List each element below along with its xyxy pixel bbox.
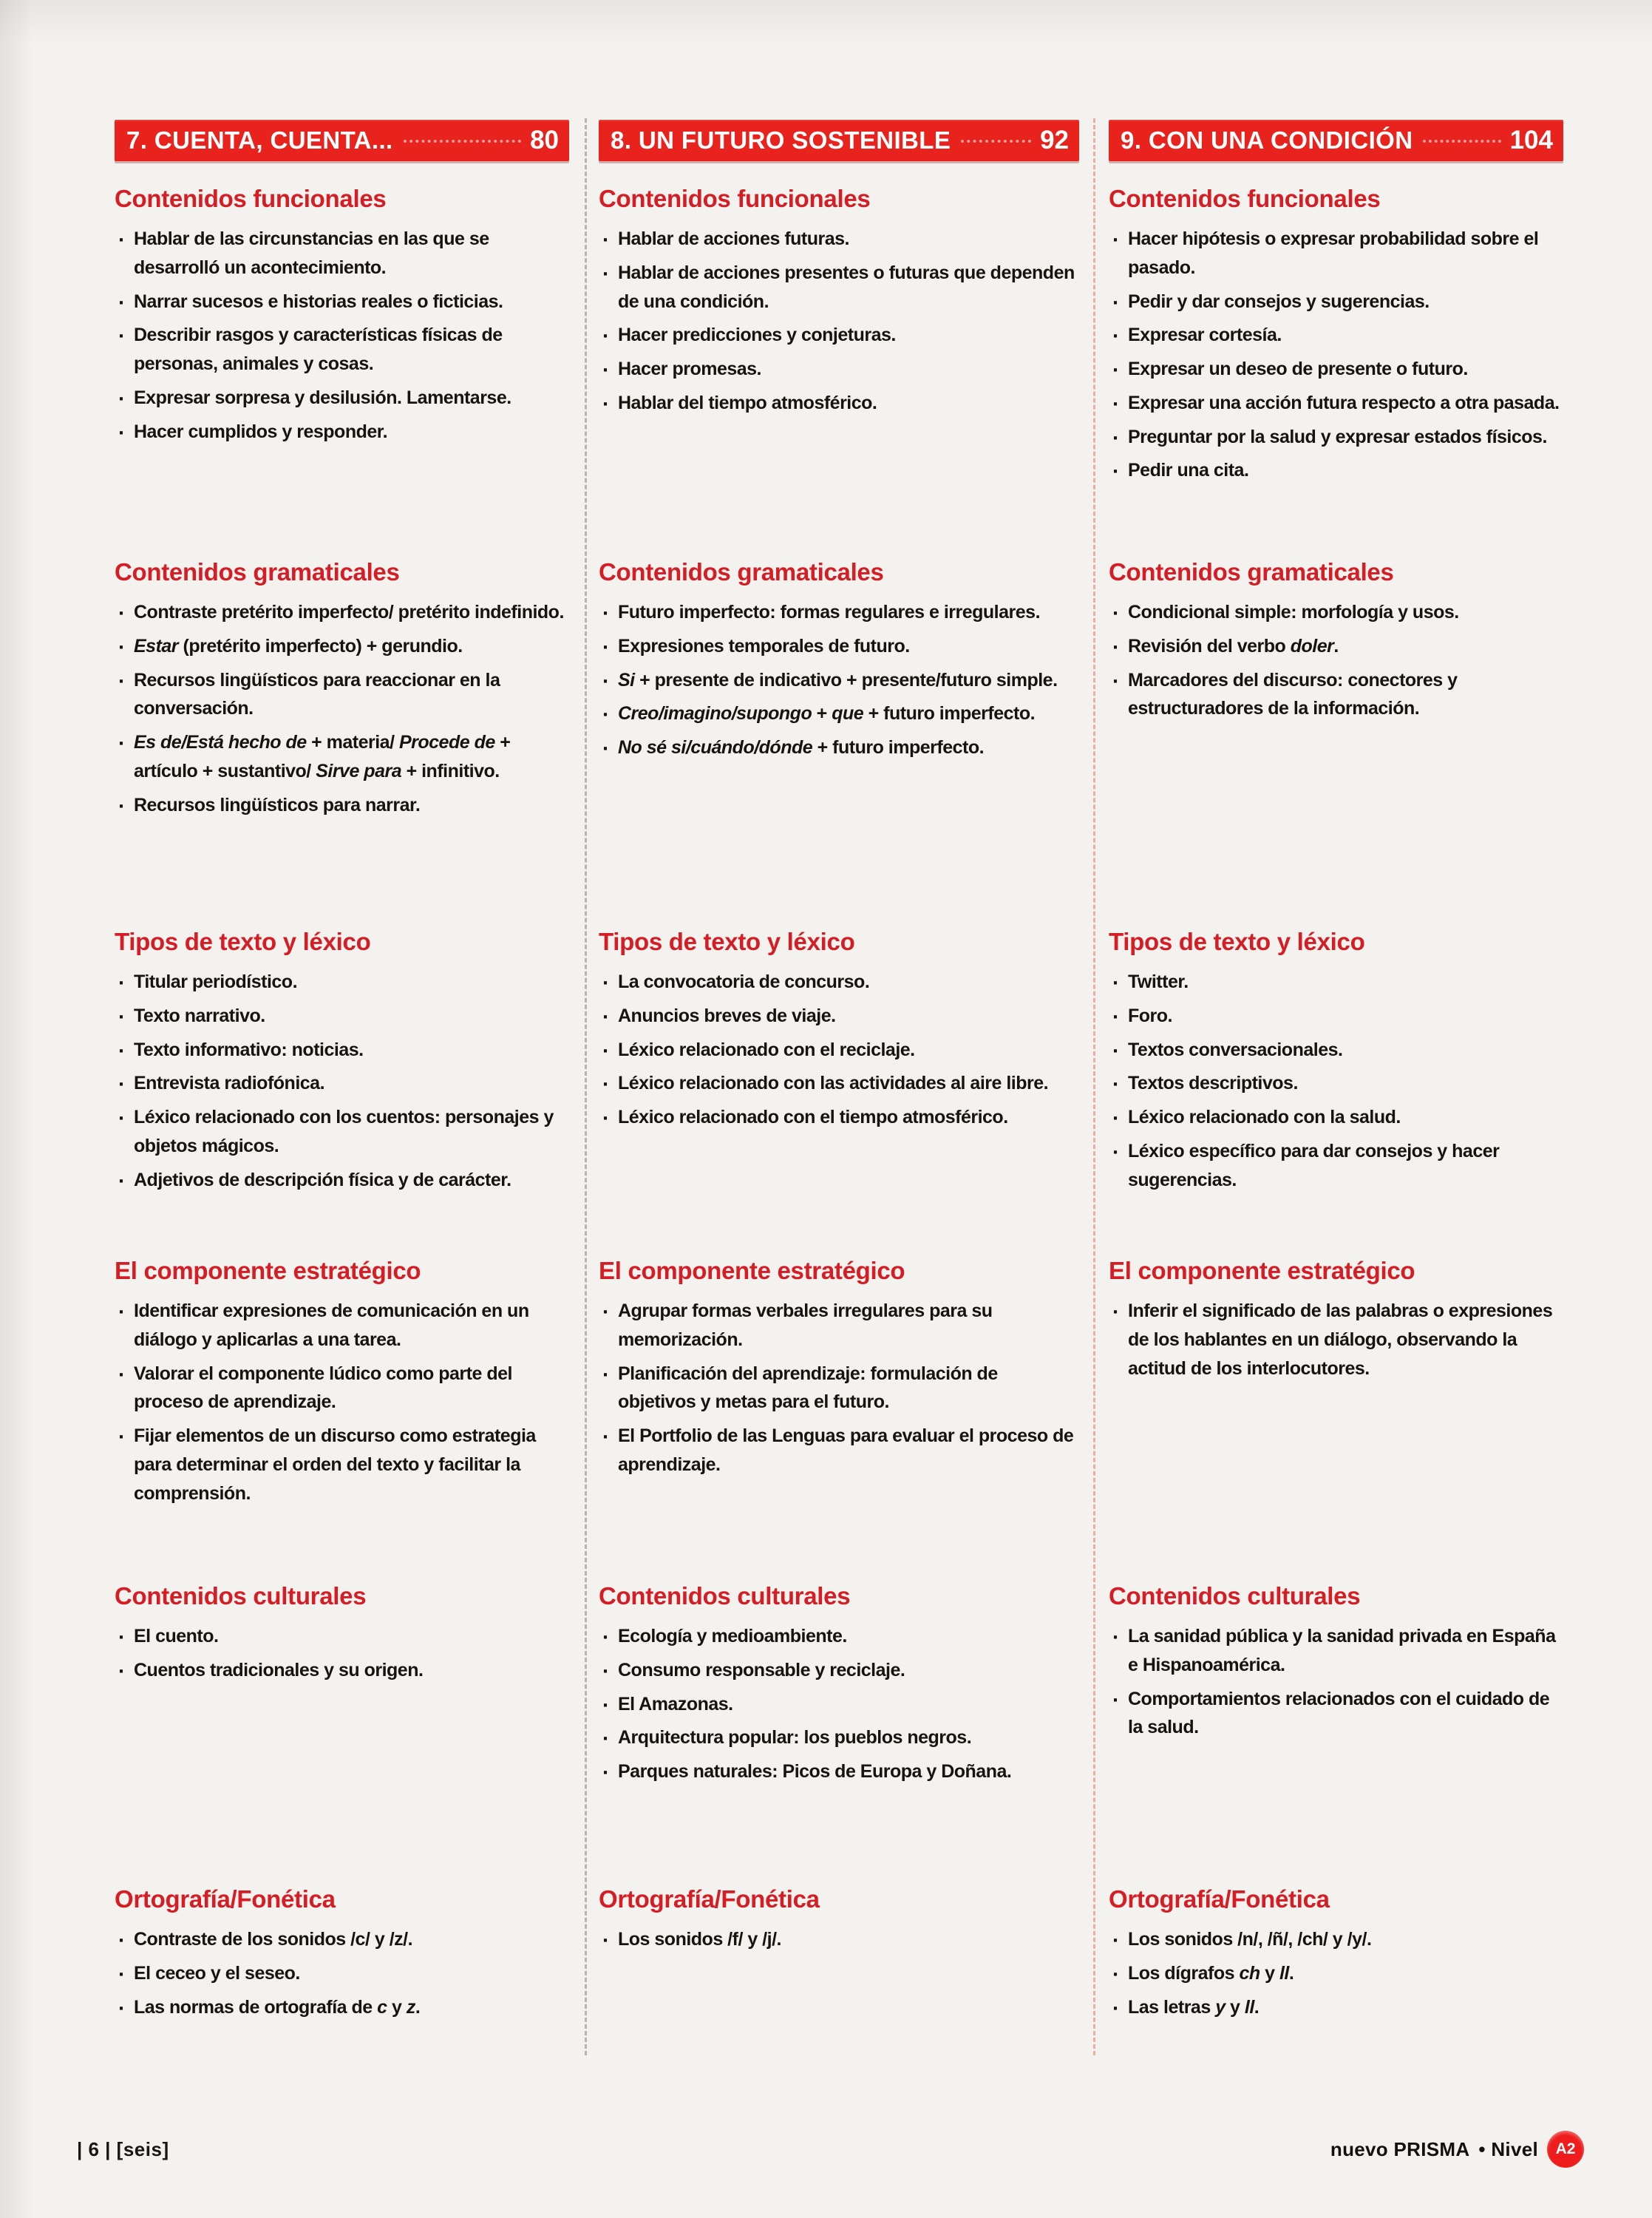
bullet-text-segment: Agrupar formas verbales irregulares para su memorización. xyxy=(618,1300,993,1350)
unit-7-section-estrategico xyxy=(115,1257,569,1582)
bullet-text-segment: La convocatoria de concurso. xyxy=(618,971,870,992)
list-item xyxy=(1109,321,1563,350)
section-title: El componente estratégico xyxy=(599,1257,905,1284)
list-item xyxy=(599,733,1079,762)
bullet-text-segment: Léxico relacionado con la salud. xyxy=(1128,1107,1401,1127)
section-title: Ortografía/Fonética xyxy=(1109,1885,1330,1913)
section-title: Ortografía/Fonética xyxy=(599,1885,820,1913)
section-list xyxy=(1109,598,1563,723)
bullet-text-segment: y xyxy=(1215,1996,1226,2018)
list-item xyxy=(599,632,1079,661)
list-item xyxy=(1109,423,1563,452)
list-item xyxy=(115,728,569,786)
bullet-text-segment: Ecología y medioambiente. xyxy=(618,1626,847,1646)
bullet-text-segment: Describir rasgos y características físicas de personas, animales y cosas. xyxy=(134,325,503,374)
list-item xyxy=(1109,1622,1563,1680)
list-item xyxy=(115,1959,569,1988)
bullet-text-segment: Los sonidos /f/ y /j/. xyxy=(618,1929,781,1950)
list-item xyxy=(1109,1002,1563,1031)
list-item xyxy=(599,259,1079,316)
list-item xyxy=(599,1690,1079,1719)
section-list xyxy=(1109,968,1563,1194)
bullet-text-segment: Textos conversacionales. xyxy=(1128,1039,1343,1060)
list-item xyxy=(599,968,1079,997)
unit-7-section-ortografia xyxy=(115,1885,569,2107)
list-item xyxy=(115,1622,569,1651)
unit-9-section-culturales xyxy=(1109,1582,1563,1885)
bullet-text-segment: Léxico relacionado con el reciclaje. xyxy=(618,1039,915,1060)
bullet-text-segment: Anuncios breves de viaje. xyxy=(618,1005,836,1026)
section-list xyxy=(599,968,1079,1132)
unit-7-section-gramaticales xyxy=(115,558,569,928)
section-list xyxy=(1109,1925,1563,2021)
list-item xyxy=(1109,1103,1563,1132)
bullet-text-segment: Arquitectura popular: los pueblos negros. xyxy=(618,1727,972,1749)
bullet-text-segment: Hablar de las circunstancias en las que se desarrolló un acontecimiento. xyxy=(134,228,489,278)
list-item xyxy=(115,632,569,661)
list-item xyxy=(1109,456,1563,485)
list-item xyxy=(599,1360,1079,1417)
bullet-text-segment: Revisión del verbo xyxy=(1128,635,1291,657)
list-item xyxy=(1109,1069,1563,1098)
section-list xyxy=(115,225,569,446)
bullet-text-segment: El Portfolio de las Lenguas para evaluar el proceso de aprendizaje. xyxy=(618,1425,1074,1475)
section-title: Contenidos funcionales xyxy=(115,185,387,212)
unit-9-section-ortografia xyxy=(1109,1885,1563,2107)
bullet-text-segment: y xyxy=(387,1996,407,2018)
list-item xyxy=(599,1656,1079,1685)
list-item xyxy=(1109,225,1563,282)
bullet-text-segment: Inferir el significado de las palabras o expresiones de los hablantes en un diálogo, observando la actitud de los interlocutores. xyxy=(1128,1300,1553,1379)
bullet-text-segment: + futuro imperfecto. xyxy=(863,703,1036,725)
list-item xyxy=(599,1757,1079,1786)
bullet-text-segment: Procede de xyxy=(398,732,495,753)
bullet-text-segment: Entrevista radiofónica. xyxy=(134,1073,325,1094)
bullet-text-segment: ll xyxy=(1279,1962,1289,1984)
list-item xyxy=(1109,1993,1563,2022)
list-item xyxy=(115,1360,569,1417)
bullet-text-segment: Si xyxy=(618,669,635,691)
column-divider-2 xyxy=(1093,118,1095,2055)
bullet-text-segment: Identificar expresiones de comunicación en un diálogo y aplicarlas a una tarea. xyxy=(134,1300,529,1350)
list-item xyxy=(115,384,569,413)
unit-title: 7. CUENTA, CUENTA... xyxy=(126,126,393,154)
list-item xyxy=(115,418,569,447)
unit-8-section-estrategico xyxy=(599,1257,1079,1582)
bullet-text-segment: Planificación del aprendizaje: formulación de objetivos y metas para el futuro. xyxy=(618,1363,998,1413)
bullet-text-segment: Pedir y dar consejos y sugerencias. xyxy=(1128,291,1430,312)
list-item xyxy=(115,1036,569,1065)
section-list xyxy=(115,1297,569,1508)
section-list xyxy=(115,598,569,819)
bullet-text-segment: Condicional simple: morfología y usos. xyxy=(1128,602,1459,623)
bullet-text-segment: c xyxy=(377,1996,387,2018)
bullet-text-segment: No sé si/cuándo/dónde xyxy=(618,737,813,758)
bullet-text-segment: Narrar sucesos e historias reales o ficticias. xyxy=(134,291,503,312)
list-item xyxy=(1109,632,1563,661)
section-list xyxy=(115,968,569,1194)
bullet-text-segment: Hacer hipótesis o expresar probabilidad sobre el pasado. xyxy=(1128,228,1539,278)
list-item xyxy=(115,1297,569,1354)
section-list xyxy=(599,598,1079,762)
bullet-text-segment: que xyxy=(832,703,864,725)
unit-8-section-ortografia xyxy=(599,1885,1079,2107)
unit-7-section-funcionales xyxy=(115,185,569,558)
list-item xyxy=(599,1723,1079,1752)
bullet-text-segment: Hablar de acciones futuras. xyxy=(618,228,850,249)
list-item xyxy=(115,1103,569,1161)
list-item xyxy=(1109,1297,1563,1383)
bullet-text-segment: Pedir una cita. xyxy=(1128,460,1249,481)
list-item xyxy=(115,321,569,379)
bullet-text-segment: Expresar una acción futura respecto a otra pasada. xyxy=(1128,392,1560,413)
column-divider-1 xyxy=(585,118,587,2055)
unit-page-number: 92 xyxy=(1040,126,1069,155)
bullet-text-segment: Contraste de los sonidos /c/ y /z/. xyxy=(134,1929,413,1950)
section-title: El componente estratégico xyxy=(1109,1257,1415,1284)
list-item xyxy=(1109,1036,1563,1065)
unit-9-section-tipos xyxy=(1109,928,1563,1257)
section-title: Contenidos culturales xyxy=(599,1582,851,1610)
list-item xyxy=(599,321,1079,350)
list-item xyxy=(1109,1137,1563,1195)
bullet-text-segment: Estar xyxy=(134,635,179,657)
list-item xyxy=(115,1002,569,1031)
bullet-text-segment: Creo/imagino/supongo xyxy=(618,703,812,725)
list-item xyxy=(115,1069,569,1098)
list-item xyxy=(599,1925,1079,1954)
list-item xyxy=(115,225,569,282)
bullet-text-segment: Es de/Está hecho de xyxy=(134,732,307,753)
list-item xyxy=(599,1422,1079,1479)
bullet-text-segment: Cuentos tradicionales y su origen. xyxy=(134,1659,424,1681)
list-item xyxy=(599,666,1079,695)
bullet-text-segment: Léxico específico para dar consejos y hacer sugerencias. xyxy=(1128,1140,1500,1190)
list-item xyxy=(1109,1925,1563,1954)
bullet-text-segment: Parques naturales: Picos de Europa y Doñana. xyxy=(618,1761,1012,1782)
bullet-text-segment: Marcadores del discurso: conectores y estructuradores de la información. xyxy=(1128,669,1458,719)
list-item xyxy=(1109,1685,1563,1743)
bullet-text-segment: Valorar el componente lúdico como parte del proceso de aprendizaje. xyxy=(134,1363,512,1413)
list-item xyxy=(115,1656,569,1685)
bullet-text-segment: + presente de indicativo + presente/futuro simple. xyxy=(634,669,1058,691)
list-item xyxy=(599,389,1079,418)
list-item xyxy=(115,1166,569,1195)
bullet-text-segment: Expresiones temporales de futuro. xyxy=(618,635,910,657)
bullet-text-segment: Los dígrafos xyxy=(1128,1962,1240,1984)
list-item xyxy=(1109,288,1563,316)
list-item xyxy=(599,1622,1079,1651)
section-list xyxy=(115,1622,569,1685)
list-item xyxy=(1109,666,1563,724)
list-item xyxy=(599,1297,1079,1354)
unit-9-section-funcionales xyxy=(1109,185,1563,558)
dotted-leader-icon xyxy=(961,132,1031,143)
section-title: Contenidos funcionales xyxy=(1109,185,1381,212)
bullet-text-segment: doler xyxy=(1290,635,1334,657)
section-title: Contenidos culturales xyxy=(1109,1582,1361,1610)
bullet-text-segment: . xyxy=(415,1996,421,2018)
unit-7-section-culturales xyxy=(115,1582,569,1885)
list-item xyxy=(115,1422,569,1508)
bullet-text-segment: Las letras xyxy=(1128,1996,1216,2018)
bullet-text-segment: Preguntar por la salud y expresar estados físicos. xyxy=(1128,426,1547,447)
unit-header-9 xyxy=(1109,120,1563,161)
unit-8-section-tipos xyxy=(599,928,1079,1257)
bullet-text-segment: El ceceo y el seseo. xyxy=(134,1962,300,1984)
bullet-text-segment: Texto informativo: noticias. xyxy=(134,1039,364,1060)
bullet-text-segment: Léxico relacionado con el tiempo atmosférico. xyxy=(618,1107,1008,1127)
unit-7-section-tipos xyxy=(115,928,569,1257)
bullet-text-segment: Léxico relacionado con las actividades al aire libre. xyxy=(618,1073,1049,1094)
section-list xyxy=(115,1925,569,2021)
unit-9-section-gramaticales xyxy=(1109,558,1563,928)
list-item xyxy=(115,1925,569,1954)
bullet-text-segment: Expresar un deseo de presente o futuro. xyxy=(1128,359,1468,379)
unit-header-8 xyxy=(599,120,1079,161)
bullet-text-segment: Los sonidos /n/, /ñ/, /ch/ y /y/. xyxy=(1128,1929,1372,1950)
bullet-text-segment: Hablar del tiempo atmosférico. xyxy=(618,392,877,413)
bullet-text-segment: y xyxy=(1260,1962,1279,1984)
section-title: Tipos de texto y léxico xyxy=(599,928,855,955)
list-item xyxy=(599,225,1079,254)
list-item xyxy=(599,598,1079,627)
section-title: El componente estratégico xyxy=(115,1257,421,1284)
unit-9-section-estrategico xyxy=(1109,1257,1563,1582)
bullet-text-segment: Textos descriptivos. xyxy=(1128,1073,1298,1094)
bullet-text-segment: Hacer predicciones y conjeturas. xyxy=(618,325,896,346)
bullet-text-segment: + xyxy=(812,703,832,725)
bullet-text-segment: Recursos lingüísticos para reaccionar en la conversación. xyxy=(134,669,500,719)
bullet-text-segment: Fijar elementos de un discurso como estrategia para determinar el orden del texto y facilitar la comprensión. xyxy=(134,1425,536,1504)
bullet-text-segment: z xyxy=(406,1996,415,2018)
list-item xyxy=(599,355,1079,384)
bullet-text-segment: Hablar de acciones presentes o futuras que dependen de una condición. xyxy=(618,262,1075,312)
dotted-leader-icon xyxy=(404,132,521,143)
bullet-text-segment: + materia/ xyxy=(306,732,399,753)
bullet-text-segment: Texto narrativo. xyxy=(134,1005,265,1026)
page-number-footer: | 6 | [seis] xyxy=(77,2137,169,2160)
section-list xyxy=(599,225,1079,418)
section-title: Contenidos culturales xyxy=(115,1582,367,1610)
bullet-text-segment: Recursos lingüísticos para narrar. xyxy=(134,794,421,815)
unit-8-section-funcionales xyxy=(599,185,1079,558)
section-list xyxy=(599,1622,1079,1786)
level-badge: A2 xyxy=(1547,2131,1584,2168)
bullet-text-segment: ll xyxy=(1244,1996,1254,2018)
unit-title: 9. CON UNA CONDICIÓN xyxy=(1121,126,1413,154)
brand-footer xyxy=(1330,2131,1584,2168)
bullet-text-segment: Foro. xyxy=(1128,1005,1172,1026)
units-grid xyxy=(115,120,1563,2107)
bullet-text-segment: + artículo + sustantivo/ xyxy=(134,732,511,781)
bullet-text-segment: Hacer cumplidos y responder. xyxy=(134,421,388,442)
list-item xyxy=(599,1036,1079,1065)
list-item xyxy=(115,288,569,316)
section-title: Contenidos gramaticales xyxy=(599,558,884,586)
bullet-text-segment: Adjetivos de descripción física y de carácter. xyxy=(134,1169,511,1190)
section-title: Contenidos gramaticales xyxy=(1109,558,1394,586)
page-footer xyxy=(0,2131,1652,2168)
section-list xyxy=(599,1925,1079,1954)
dotted-leader-icon xyxy=(1423,132,1500,143)
bullet-text-segment: Las normas de ortografía de xyxy=(134,1996,378,2018)
bullet-text-segment: Comportamientos relacionados con el cuidado de la salud. xyxy=(1128,1688,1550,1738)
bullet-text-segment: Sirve para xyxy=(316,760,402,781)
list-item xyxy=(115,598,569,627)
unit-8-section-culturales xyxy=(599,1582,1079,1885)
section-list xyxy=(1109,1622,1563,1742)
list-item xyxy=(115,968,569,997)
section-list xyxy=(1109,1297,1563,1383)
bullet-text-segment: + infinitivo. xyxy=(401,760,500,781)
unit-header-7 xyxy=(115,120,569,161)
bullet-text-segment: Contraste pretérito imperfecto/ pretérito indefinido. xyxy=(134,602,564,623)
bullet-text-segment: Consumo responsable y reciclaje. xyxy=(618,1659,905,1681)
bullet-text-segment: Titular periodístico. xyxy=(134,971,298,992)
unit-page-number: 80 xyxy=(530,126,559,155)
unit-title: 8. UN FUTURO SOSTENIBLE xyxy=(611,126,951,154)
bullet-text-segment: . xyxy=(1254,1996,1260,2018)
bullet-text-segment: + futuro imperfecto. xyxy=(812,737,985,758)
bullet-text-segment: . xyxy=(1333,635,1339,657)
section-title: Tipos de texto y léxico xyxy=(1109,928,1365,955)
list-item xyxy=(1109,355,1563,384)
list-item xyxy=(1109,598,1563,627)
brand-name: nuevo PRISMA xyxy=(1330,2137,1470,2160)
list-item xyxy=(115,791,569,820)
bullet-text-segment: La sanidad pública y la sanidad privada en España e Hispanoamérica. xyxy=(1128,1626,1556,1675)
bullet-text-segment: y xyxy=(1225,1996,1245,2018)
section-title: Contenidos gramaticales xyxy=(115,558,400,586)
bullet-text-segment: Léxico relacionado con los cuentos: personajes y objetos mágicos. xyxy=(134,1107,554,1156)
list-item xyxy=(1109,1959,1563,1988)
bullet-text-segment: ch xyxy=(1239,1962,1260,1984)
list-item xyxy=(599,1103,1079,1132)
list-item xyxy=(1109,968,1563,997)
section-title: Tipos de texto y léxico xyxy=(115,928,371,955)
section-title: Ortografía/Fonética xyxy=(115,1885,336,1913)
list-item xyxy=(1109,389,1563,418)
brand-level-label: • Nivel xyxy=(1478,2137,1538,2160)
list-item xyxy=(115,1993,569,2022)
bullet-text-segment: El Amazonas. xyxy=(618,1693,733,1715)
bullet-text-segment: Twitter. xyxy=(1128,971,1189,992)
unit-8-section-gramaticales xyxy=(599,558,1079,928)
list-item xyxy=(599,699,1079,728)
bullet-text-segment: Expresar cortesía. xyxy=(1128,325,1282,346)
section-title: Contenidos funcionales xyxy=(599,185,871,212)
bullet-text-segment: Futuro imperfecto: formas regulares e irregulares. xyxy=(618,602,1041,623)
section-list xyxy=(599,1297,1079,1479)
list-item xyxy=(115,666,569,724)
bullet-text-segment: Expresar sorpresa y desilusión. Lamentarse. xyxy=(134,387,511,408)
list-item xyxy=(599,1002,1079,1031)
bullet-text-segment: . xyxy=(1288,1962,1294,1984)
unit-page-number: 104 xyxy=(1509,126,1553,155)
bullet-text-segment: (pretérito imperfecto) + gerundio. xyxy=(178,635,463,657)
bullet-text-segment: El cuento. xyxy=(134,1626,219,1646)
section-list xyxy=(1109,225,1563,485)
list-item xyxy=(599,1069,1079,1098)
bullet-text-segment: Hacer promesas. xyxy=(618,359,762,379)
